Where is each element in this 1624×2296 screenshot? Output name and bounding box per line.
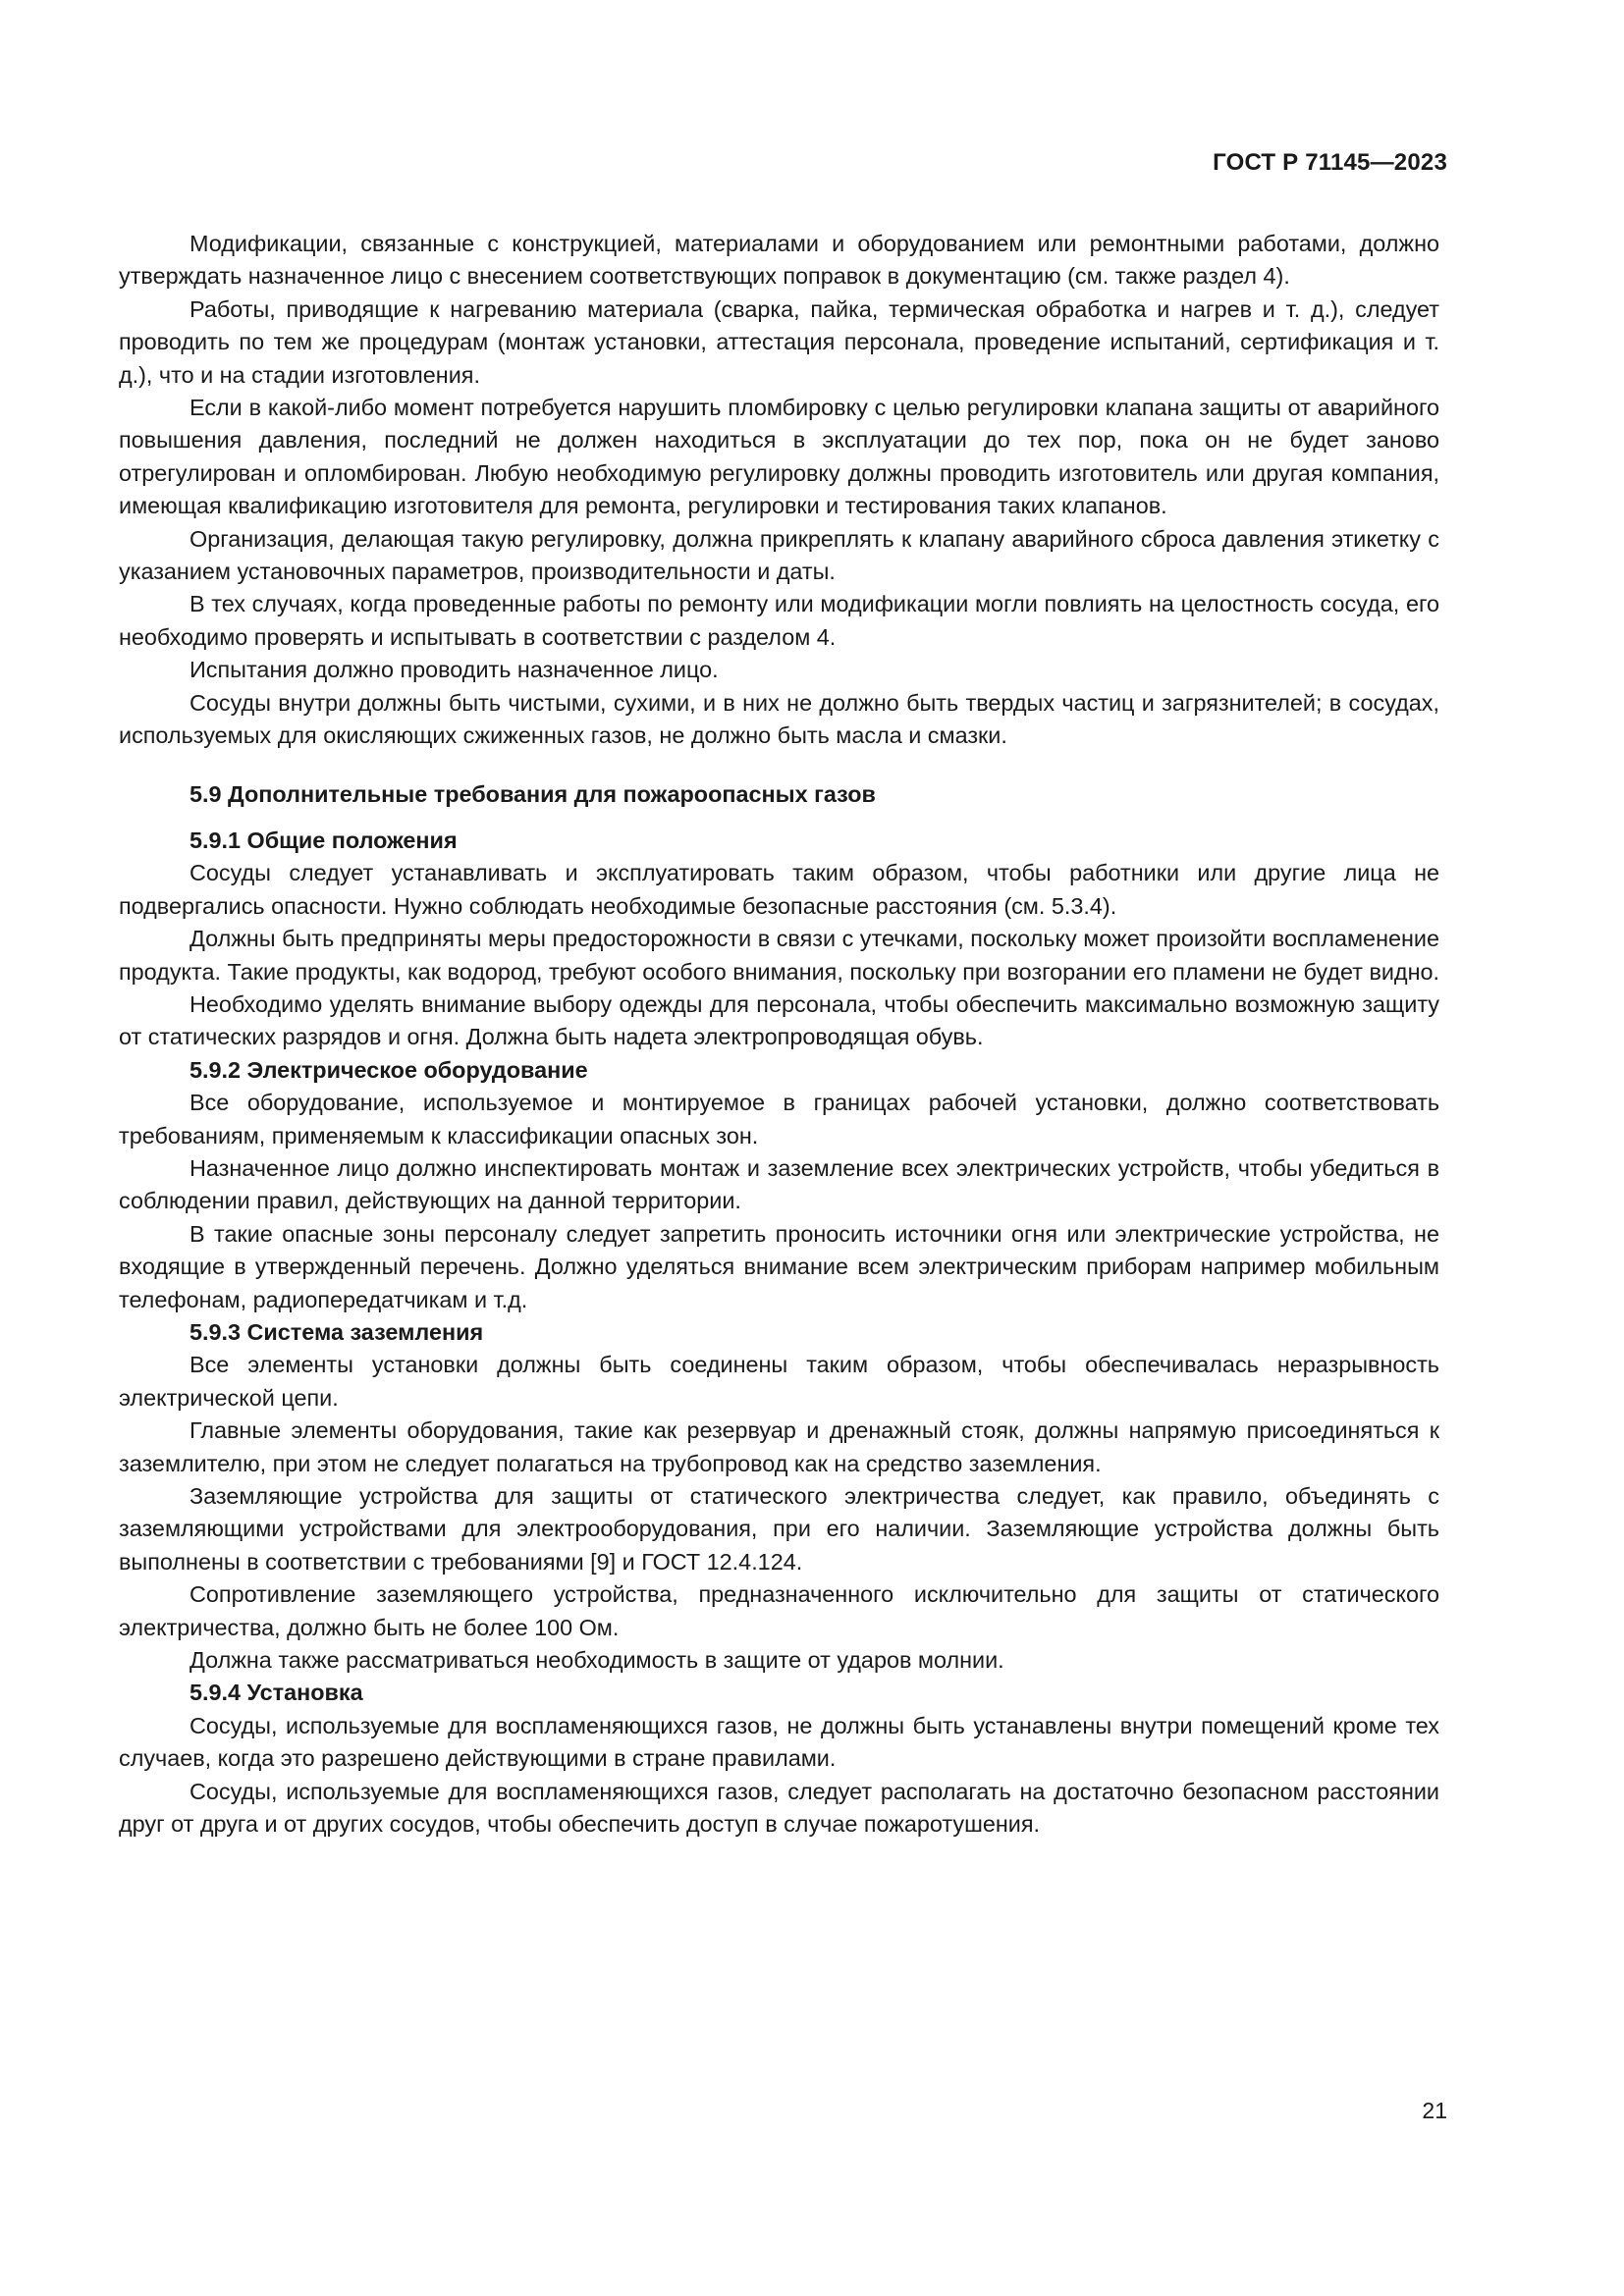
paragraph: Организация, делающая такую регулировку, должна прикреплять к клапану аварийного сброса давления этикетку с указанием установочных параметров, производительности и даты. [119, 525, 1439, 585]
paragraph: Должна также рассматриваться необходимость в защите от ударов молнии. [189, 1647, 1004, 1674]
subsection-heading-5-9-3: 5.9.3 Система заземления [189, 1319, 484, 1345]
paragraph: Модификации, связанные с конструкцией, материалами и оборудованием или ремонтными работами, должно утверждать назначенное лицо с внесением соответствующих поправок в документацию (см. также раздел 4). [119, 231, 1439, 290]
subsection-heading-5-9-4: 5.9.4 Установка [189, 1680, 363, 1706]
document-code: ГОСТ Р 71145—2023 [1213, 149, 1447, 176]
paragraph: Заземляющие устройства для защиты от статического электричества следует, как правило, объединять с заземляющими устройствами для электрооборудования, при его наличии. Заземляющие устройства должны быть выполнены в соответствии с требованиями [9] и ГОСТ 12.4.124. [119, 1483, 1439, 1575]
paragraph: Главные элементы оборудования, такие как резервуар и дренажный стояк, должны напрямую присоединяться к заземлителю, при этом не следует полагаться на трубопровод как на средство заземления. [119, 1417, 1439, 1476]
paragraph: В тех случаях, когда проведенные работы по ремонту или модификации могли повлиять на целостность сосуда, его необходимо проверять и испытывать в соответствии с разделом 4. [119, 591, 1439, 650]
document-body [119, 228, 1439, 1842]
section-heading-5-9: 5.9 Дополнительные требования для пожароопасных газов [189, 780, 876, 807]
paragraph: Сосуды внутри должны быть чистыми, сухими, и в них не должно быть твердых частиц и загрязнителей; в сосудах, используемых для окисляющих сжиженных газов, не должно быть масла и смазки. [119, 689, 1439, 749]
subsection-heading-5-9-2: 5.9.2 Электрическое оборудование [189, 1056, 588, 1083]
paragraph: Должны быть предприняты меры предосторожности в связи с утечками, поскольку может произойти воспламенение продукта. Такие продукты, как водород, требуют особого внимания, поскольку при возгорании его пламени не будет видно. [119, 926, 1440, 985]
paragraph: Сосуды, используемые для воспламеняющихся газов, следует располагать на достаточно безопасном расстоянии друг от друга и от других сосудов, чтобы обеспечить доступ в случае пожаротушения. [119, 1778, 1439, 1838]
paragraph: Все элементы установки должны быть соединены таким образом, чтобы обеспечивалась неразрывность электрической цепи. [119, 1352, 1439, 1411]
paragraph: Сосуды, используемые для воспламеняющихся газов, не должны быть устанавлены внутри помещений кроме тех случаев, когда это разрешено действующими в стране правилами. [119, 1712, 1439, 1772]
paragraph: Необходимо уделять внимание выбору одежды для персонала, чтобы обеспечить максимально возможную защиту от статических разрядов и огня. Должна быть надета электропроводящая обувь. [119, 990, 1439, 1050]
paragraph: Назначенное лицо должно инспектировать монтаж и заземление всех электрических устройств, чтобы убедиться в соблюдении правил, действующих на данной территории. [119, 1154, 1439, 1214]
paragraph: Работы, приводящие к нагреванию материала (сварка, пайка, термическая обработка и нагрев и т. д.), следует проводить по тем же процедурам (монтаж установки, аттестация персонала, проведение испытаний, сертификация и т. д.), что и на стадии изготовления. [119, 295, 1439, 388]
paragraph: Все оборудование, используемое и монтируемое в границах рабочей установки, должно соответствовать требованиям, применяемым к классификации опасных зон. [119, 1090, 1439, 1148]
paragraph: Сопротивление заземляющего устройства, предназначенного исключительно для защиты от статического электричества, должно быть не более 100 Ом. [119, 1581, 1439, 1640]
page-number: 21 [1422, 2098, 1447, 2123]
paragraph: Сосуды следует устанавливать и эксплуатировать таким образом, чтобы работники или другие лица не подвергались опасности. Нужно соблюдать необходимые безопасные расстояния (см. 5.3.4). [119, 860, 1439, 919]
paragraph: Испытания должно проводить назначенное лицо. [189, 657, 719, 683]
paragraph: Если в какой-либо момент потребуется нарушить пломбировку с целью регулировки клапана защиты от аварийного повышения давления, последний не должен находиться в эксплуатации до тех пор, пока он не будет заново отрегулирован и опломбирован. Любую необходимую регулировку должны проводить изготовитель или другая компания, имеющая квалификацию изготовителя для ремонта, регулировки и тестирования таких клапанов. [119, 395, 1439, 519]
subsection-heading-5-9-1: 5.9.1 Общие положения [189, 827, 458, 853]
paragraph: В такие опасные зоны персоналу следует запретить проносить источники огня или электрические устройства, не входящие в утвержденный перечень. Должно уделяться внимание всем электрическим приборам например мобильным телефонам, радиопередатчикам и т.д. [119, 1220, 1439, 1312]
